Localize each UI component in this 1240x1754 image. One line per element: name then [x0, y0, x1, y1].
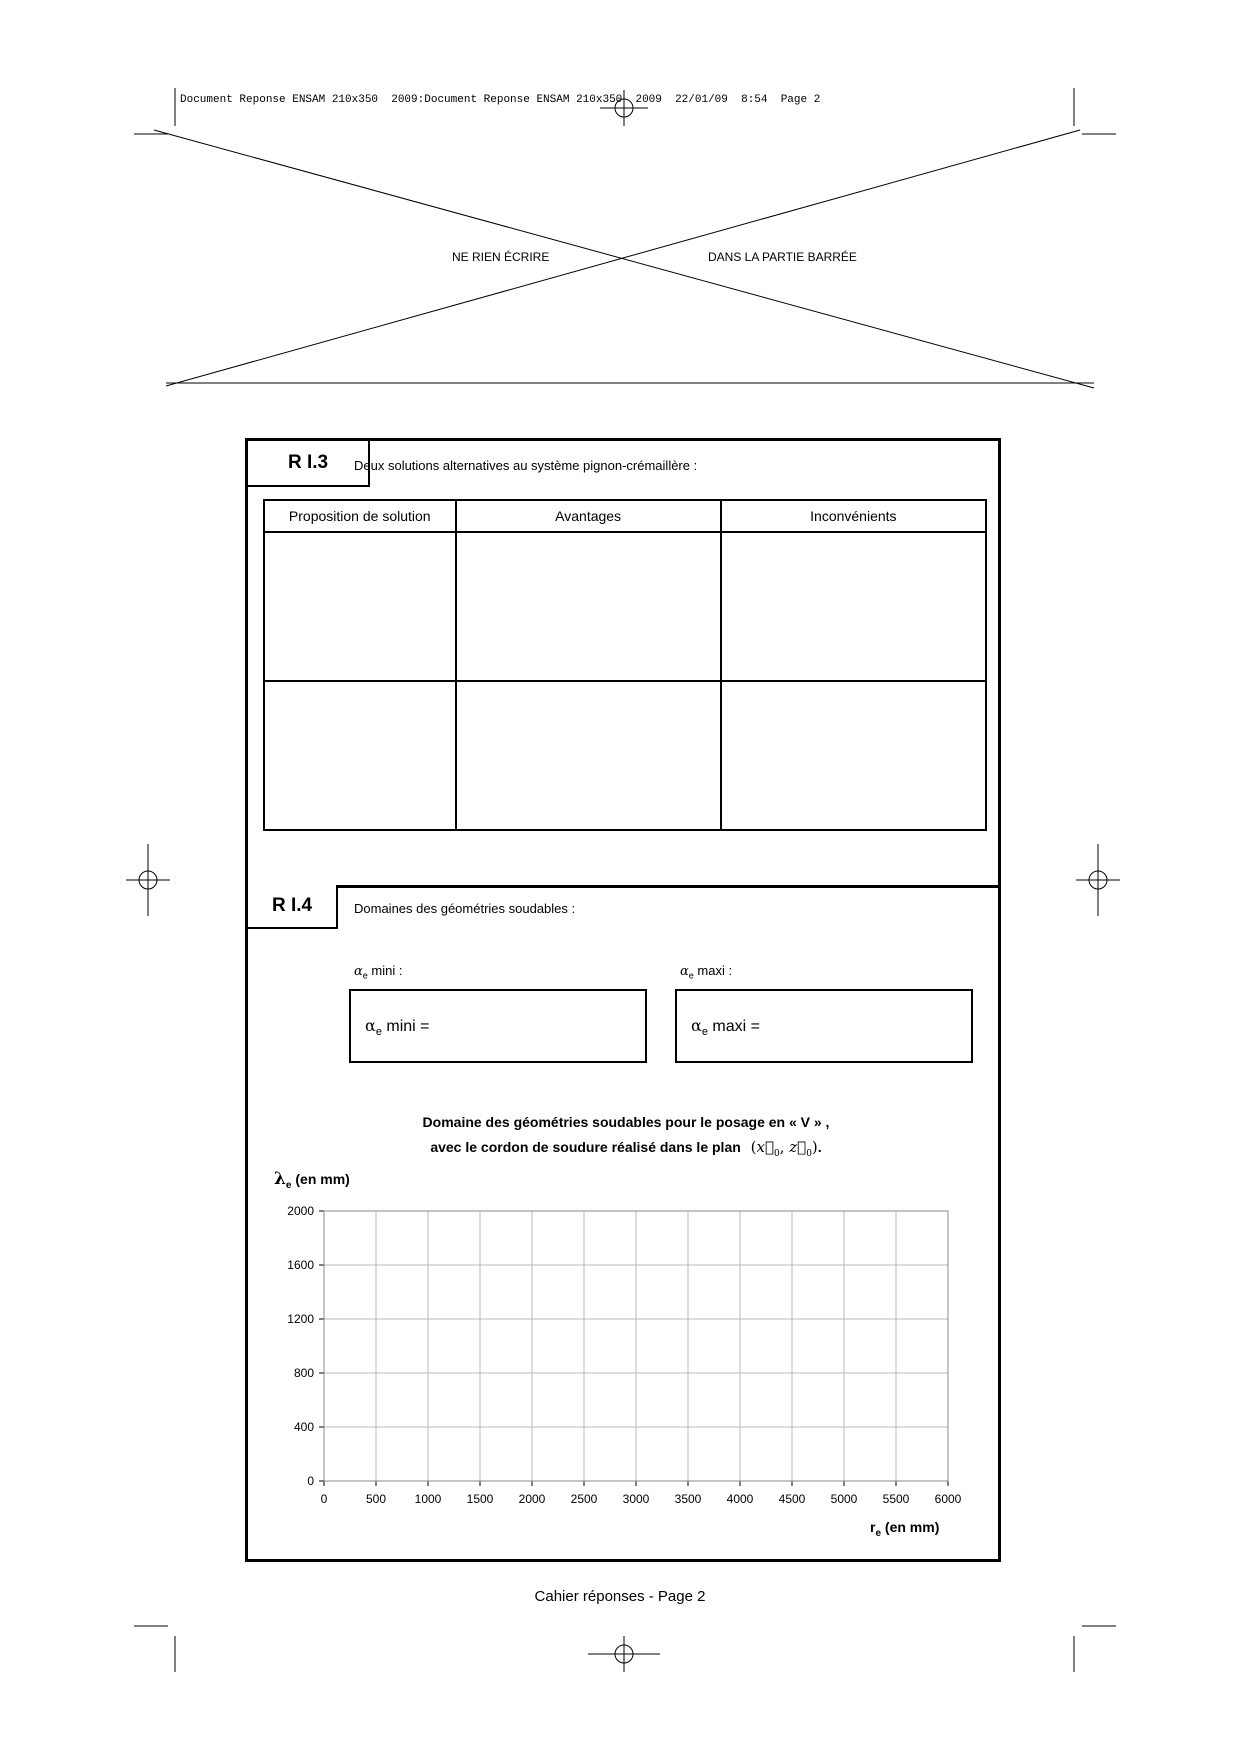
chart-title-line1: Domaine des géométries soudables pour le posage en « V » , — [422, 1114, 830, 1130]
lambda-symbol: λ — [274, 1169, 286, 1189]
x-tick-label: 5000 — [830, 1492, 858, 1506]
section-title-ri4: Domaines des géométries soudables : — [354, 901, 576, 916]
alpha-symbol: α — [680, 964, 689, 979]
y-tick-label: 1200 — [287, 1312, 314, 1326]
answer-frame — [245, 438, 1001, 1562]
alpha-max-label: $\alpha_e$ maxi : — [680, 963, 733, 981]
section-tag-ri4: R I.4 — [248, 885, 338, 929]
x-tick-label: 6000 — [934, 1492, 962, 1506]
alpha-min-label: $\alpha_e$ mini : — [354, 963, 403, 981]
x-tick-label: 5500 — [882, 1492, 910, 1506]
section-title-ri3: Deux solutions alternatives au système pignon-crémaillère : — [354, 458, 698, 473]
section-divider — [248, 885, 998, 888]
answer-cell[interactable] — [456, 681, 721, 830]
alpha-min-answer-box[interactable]: $\alpha_e$ mini = — [349, 989, 647, 1063]
x-axis-title: $r_e$ (en mm) — [870, 1519, 940, 1539]
answer-cell[interactable] — [264, 681, 456, 830]
alpha-symbol: α — [354, 964, 363, 979]
x-tick-label: 0 — [320, 1492, 328, 1506]
answer-cell[interactable] — [721, 532, 986, 681]
plane-vectors: ($x⃗_0$, $z⃗_0$) — [750, 1138, 818, 1159]
y-tick-label: 0 — [307, 1474, 314, 1488]
solutions-table — [263, 499, 987, 831]
barred-left-text: NE RIEN ÉCRIRE — [452, 250, 550, 264]
y-tick-label: 2000 — [287, 1204, 314, 1218]
table-row — [264, 532, 986, 681]
column-header-avantages: Avantages — [456, 500, 721, 532]
x-tick-label: 3000 — [622, 1492, 650, 1506]
table-row — [264, 681, 986, 830]
chart-title-line2: avec le cordon de soudure réalisé dans le plan ($x⃗_0$, $z⃗_0$). — [430, 1138, 822, 1159]
y-tick-label: 1600 — [287, 1258, 314, 1272]
y-axis-title: $\lambda_e$ (en mm) — [274, 1169, 350, 1191]
column-header-proposition: Proposition de solution — [264, 500, 456, 532]
x-tick-label: 4000 — [726, 1492, 754, 1506]
alpha-symbol: α — [365, 1016, 376, 1035]
barred-right-text: DANS LA PARTIE BARRÉE — [708, 250, 857, 264]
column-header-inconvenients: Inconvénients — [721, 500, 986, 532]
section-tag-ri3: R I.3 — [248, 441, 370, 487]
chart — [248, 1191, 998, 1506]
x-tick-label: 4500 — [778, 1492, 806, 1506]
answer-cell[interactable] — [264, 532, 456, 681]
x-tick-label: 500 — [365, 1492, 387, 1506]
y-tick-label: 400 — [293, 1420, 314, 1434]
x-tick-label: 3500 — [674, 1492, 702, 1506]
alpha-symbol: α — [691, 1016, 702, 1035]
x-tick-label: 1000 — [414, 1492, 442, 1506]
x-tick-label: 2500 — [570, 1492, 598, 1506]
answer-cell[interactable] — [456, 532, 721, 681]
x-tick-label: 2000 — [518, 1492, 546, 1506]
y-tick-label: 800 — [293, 1366, 314, 1380]
page-footer: Cahier réponses - Page 2 — [534, 1588, 706, 1605]
table-header-row — [264, 500, 986, 532]
x-tick-label: 1500 — [466, 1492, 494, 1506]
print-slug: Document Reponse ENSAM 210x350 2009:Document Reponse ENSAM 210x350 2009 22/01/09 8:54 Page 2 — [180, 94, 821, 106]
answer-cell[interactable] — [721, 681, 986, 830]
alpha-max-answer-box[interactable]: $\alpha_e$ maxi = — [675, 989, 973, 1063]
